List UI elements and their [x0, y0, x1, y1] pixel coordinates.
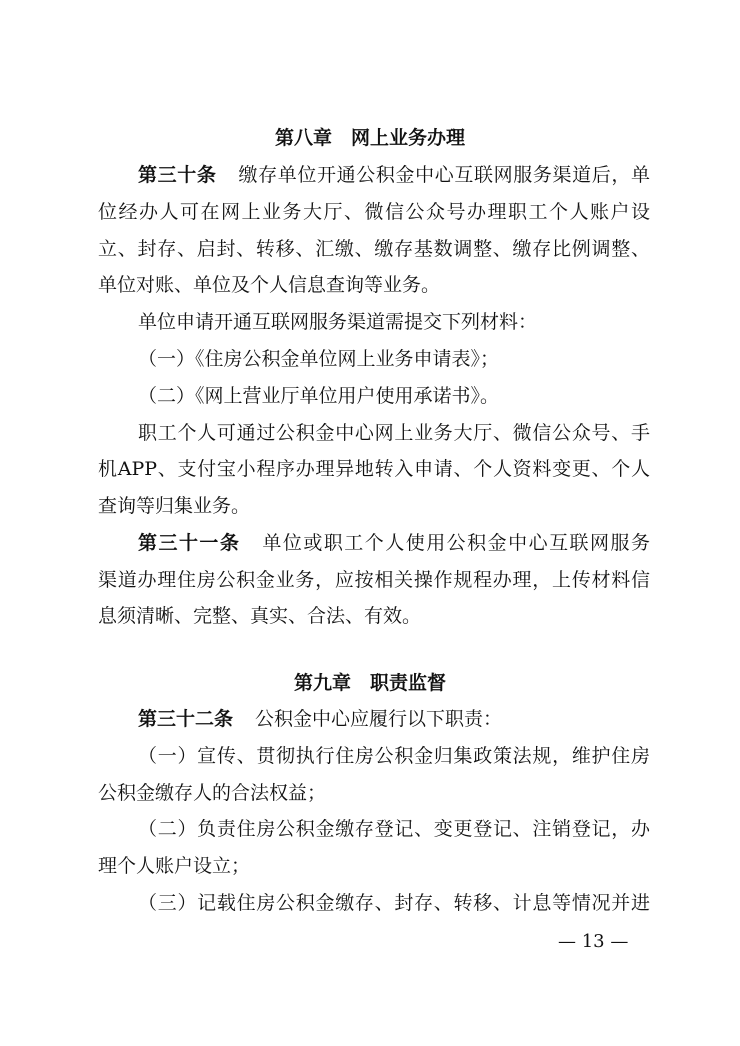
article-31-label: 第三十一条: [138, 532, 241, 554]
article-30-line-4: 单位对账、单位及个人信息查询等业务。: [98, 274, 441, 296]
duty-item-1-line-1: （一）宣传、贯彻执行住房公积金归集政策法规，维护住房: [138, 745, 650, 767]
personal-line-1: 职工个人可通过公积金中心网上业务大厅、微信公众号、手: [138, 422, 650, 444]
page-number: — 13 —: [558, 931, 629, 952]
article-30-line-1: 第三十条 缴存单位开通公积金中心互联网服务渠道后，单: [138, 164, 650, 186]
material-item-2: （二）《网上营业厅单位用户使用承诺书》。: [138, 385, 500, 407]
article-30-line-2: 位经办人可在网上业务大厅、微信公众号办理职工个人账户设: [98, 201, 650, 223]
duty-item-1-line-2: 公积金缴存人的合法权益；: [98, 782, 327, 804]
chapter-9-title: 第九章 职责监督: [293, 672, 446, 694]
article-31-line-1: 第三十一条 单位或职工个人使用公积金中心互联网服务: [138, 532, 650, 554]
material-item-1: （一）《住房公积金单位网上业务申请表》；: [138, 348, 500, 370]
chapter-8-title: 第八章 网上业务办理: [274, 127, 465, 149]
article-30-line-3: 立、封存、启封、转移、汇缴、缴存基数调整、缴存比例调整、: [98, 238, 650, 260]
duty-item-3-line-1: （三）记载住房公积金缴存、封存、转移、计息等情况并进: [138, 892, 650, 914]
personal-line-3: 查询等归集业务。: [98, 495, 251, 517]
materials-intro: 单位申请开通互联网服务渠道需提交下列材料：: [138, 311, 538, 333]
article-30-label: 第三十条: [138, 164, 217, 186]
article-32-label: 第三十二条: [138, 708, 234, 730]
duty-item-2-line-1: （二）负责住房公积金缴存登记、变更登记、注销登记，办: [138, 818, 650, 840]
personal-line-2: 机APP、支付宝小程序办理异地转入申请、个人资料变更、个人: [98, 458, 650, 480]
article-31-line-3: 息须清晰、完整、真实、合法、有效。: [98, 605, 422, 627]
article-31-line-2: 渠道办理住房公积金业务，应按相关操作规程办理，上传材料信: [98, 569, 650, 591]
article-32-line-1: 第三十二条 公积金中心应履行以下职责：: [138, 708, 503, 730]
duty-item-2-line-2: 理个人账户设立；: [98, 855, 251, 877]
